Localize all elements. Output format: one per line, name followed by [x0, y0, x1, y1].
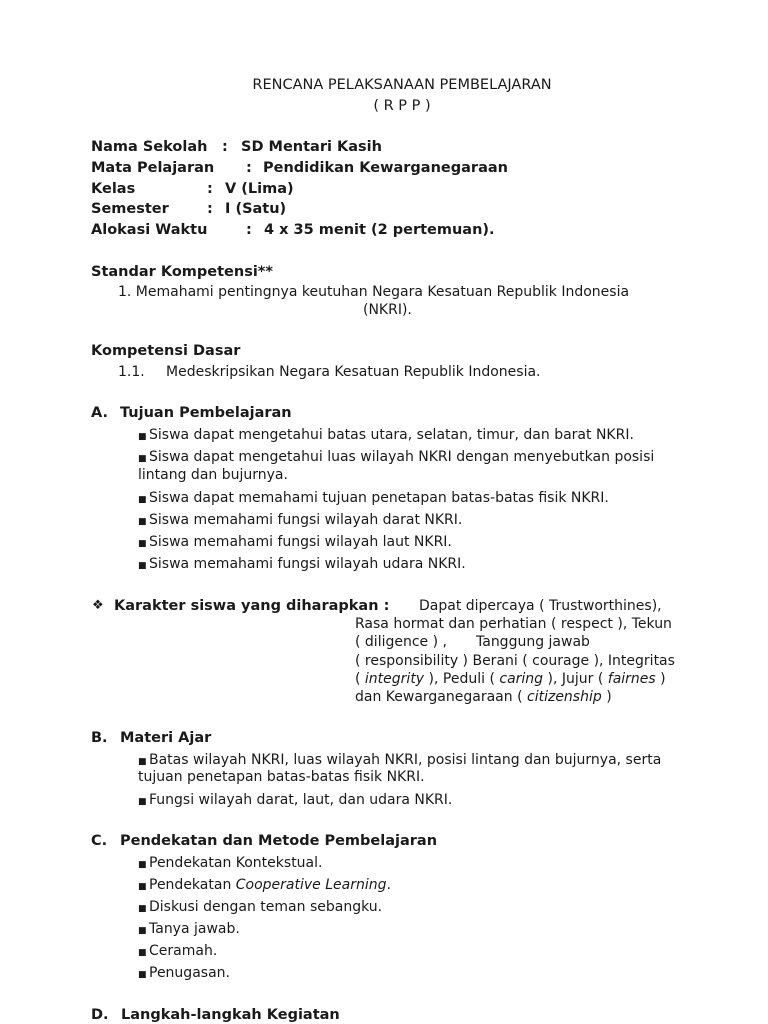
karakter-line: ( responsibility ) Berani ( courage ), Integritas — [355, 653, 675, 669]
karakter-heading: Karakter siswa yang diharapkan : — [114, 598, 390, 614]
colon: : — [246, 160, 252, 176]
value-mata-pelajaran: Pendidikan Kewarganegaraan — [263, 160, 508, 176]
text: Pendekatan — [149, 877, 236, 893]
karakter-line: Dapat dipercaya ( Trustworthines), — [419, 598, 662, 614]
bullet-icon: ■ — [138, 561, 147, 571]
karakter-line — [355, 688, 612, 706]
standar-heading: Standar Kompetensi** — [91, 264, 273, 280]
list-item: Ceramah. — [149, 943, 218, 959]
text: ), Jujur ( — [543, 671, 608, 687]
karakter-line: Tanggung jawab — [476, 634, 590, 650]
section-letter: B. — [91, 730, 108, 746]
label-alokasi-waktu: Alokasi Waktu — [91, 222, 208, 238]
text: ) — [655, 671, 666, 687]
list-item-cont: tujuan penetapan batas-batas fisik NKRI. — [138, 769, 425, 785]
section-letter: A. — [91, 405, 108, 421]
text-italic: Cooperative Learning — [235, 877, 387, 893]
label-mata-pelajaran: Mata Pelajaran — [91, 160, 215, 176]
label-kelas: Kelas — [91, 181, 136, 197]
list-item-cont: lintang dan bujurnya. — [138, 467, 288, 483]
value-semester: I (Satu) — [225, 201, 287, 217]
list-item: Fungsi wilayah darat, laut, dan udara NKRI. — [149, 792, 453, 808]
kompetensi-text: Medeskripsikan Negara Kesatuan Republik Indonesia. — [166, 364, 541, 380]
bullet-icon: ■ — [138, 926, 147, 936]
text: ) — [601, 689, 612, 705]
list-item: Pendekatan Kontekstual. — [149, 855, 323, 871]
list-item: Batas wilayah NKRI, luas wilayah NKRI, posisi lintang dan bujurnya, serta — [149, 752, 662, 768]
list-item: Siswa dapat memahami tujuan penetapan batas-batas fisik NKRI. — [149, 490, 609, 506]
doc-subtitle: ( R P P ) — [373, 98, 431, 114]
bullet-icon: ■ — [138, 797, 147, 807]
text: dan Kewarganegaraan ( — [355, 689, 527, 705]
karakter-line: ( diligence ) , — [355, 634, 447, 650]
text: . — [386, 877, 391, 893]
list-item: Siswa memahami fungsi wilayah udara NKRI. — [149, 556, 466, 572]
materi-heading: Materi Ajar — [120, 730, 212, 746]
pendekatan-heading: Pendekatan dan Metode Pembelajaran — [120, 833, 438, 849]
text-italic: integrity — [364, 671, 425, 687]
text-italic: fairnes — [607, 671, 656, 687]
list-item: Tanya jawab. — [149, 921, 240, 937]
list-item: Siswa memahami fungsi wilayah laut NKRI. — [149, 534, 452, 550]
karakter-line: Rasa hormat dan perhatian ( respect ), Tekun — [355, 616, 672, 632]
bullet-icon: ■ — [138, 948, 147, 958]
colon: : — [222, 139, 228, 155]
list-item: Siswa memahami fungsi wilayah darat NKRI. — [149, 512, 463, 528]
kompetensi-heading: Kompetensi Dasar — [91, 343, 241, 359]
langkah-heading: Langkah-langkah Kegiatan — [121, 1007, 340, 1023]
bullet-icon: ■ — [138, 454, 147, 464]
standar-item-cont: (NKRI). — [363, 302, 412, 318]
doc-title: RENCANA PELAKSANAAN PEMBELAJARAN — [252, 77, 552, 93]
list-item: Penugasan. — [149, 965, 230, 981]
bullet-icon: ■ — [138, 882, 147, 892]
kompetensi-number: 1.1. — [118, 364, 145, 380]
value-nama-sekolah: SD Mentari Kasih — [241, 139, 382, 155]
bullet-icon: ■ — [138, 495, 147, 505]
section-letter: C. — [91, 833, 108, 849]
list-item — [149, 876, 391, 894]
label-nama-sekolah: Nama Sekolah — [91, 139, 208, 155]
list-item: Siswa dapat mengetahui luas wilayah NKRI dengan menyebutkan posisi — [149, 449, 655, 465]
text: ), Peduli ( — [424, 671, 500, 687]
standar-item: 1. Memahami pentingnya keutuhan Negara Kesatuan Republik Indonesia — [118, 284, 630, 300]
karakter-line — [355, 670, 666, 688]
text: ( — [355, 671, 365, 687]
tujuan-heading: Tujuan Pembelajaran — [120, 405, 292, 421]
bullet-icon: ■ — [138, 970, 147, 980]
list-item: Diskusi dengan teman sebangku. — [149, 899, 383, 915]
diamond-bullet-icon: ❖ — [92, 598, 104, 613]
colon: : — [207, 201, 213, 217]
bullet-icon: ■ — [138, 757, 147, 767]
text-italic: caring — [499, 671, 544, 687]
value-alokasi-waktu: 4 x 35 menit (2 pertemuan). — [264, 222, 495, 238]
bullet-icon: ■ — [138, 432, 147, 442]
value-kelas: V (Lima) — [225, 181, 294, 197]
bullet-icon: ■ — [138, 539, 147, 549]
colon: : — [246, 222, 252, 238]
colon: : — [207, 181, 213, 197]
label-semester: Semester — [91, 201, 169, 217]
bullet-icon: ■ — [138, 860, 147, 870]
section-letter: D. — [91, 1007, 109, 1023]
list-item: Siswa dapat mengetahui batas utara, selatan, timur, dan barat NKRI. — [149, 427, 634, 443]
text-italic: citizenship — [527, 689, 602, 705]
bullet-icon: ■ — [138, 517, 147, 527]
bullet-icon: ■ — [138, 904, 147, 914]
